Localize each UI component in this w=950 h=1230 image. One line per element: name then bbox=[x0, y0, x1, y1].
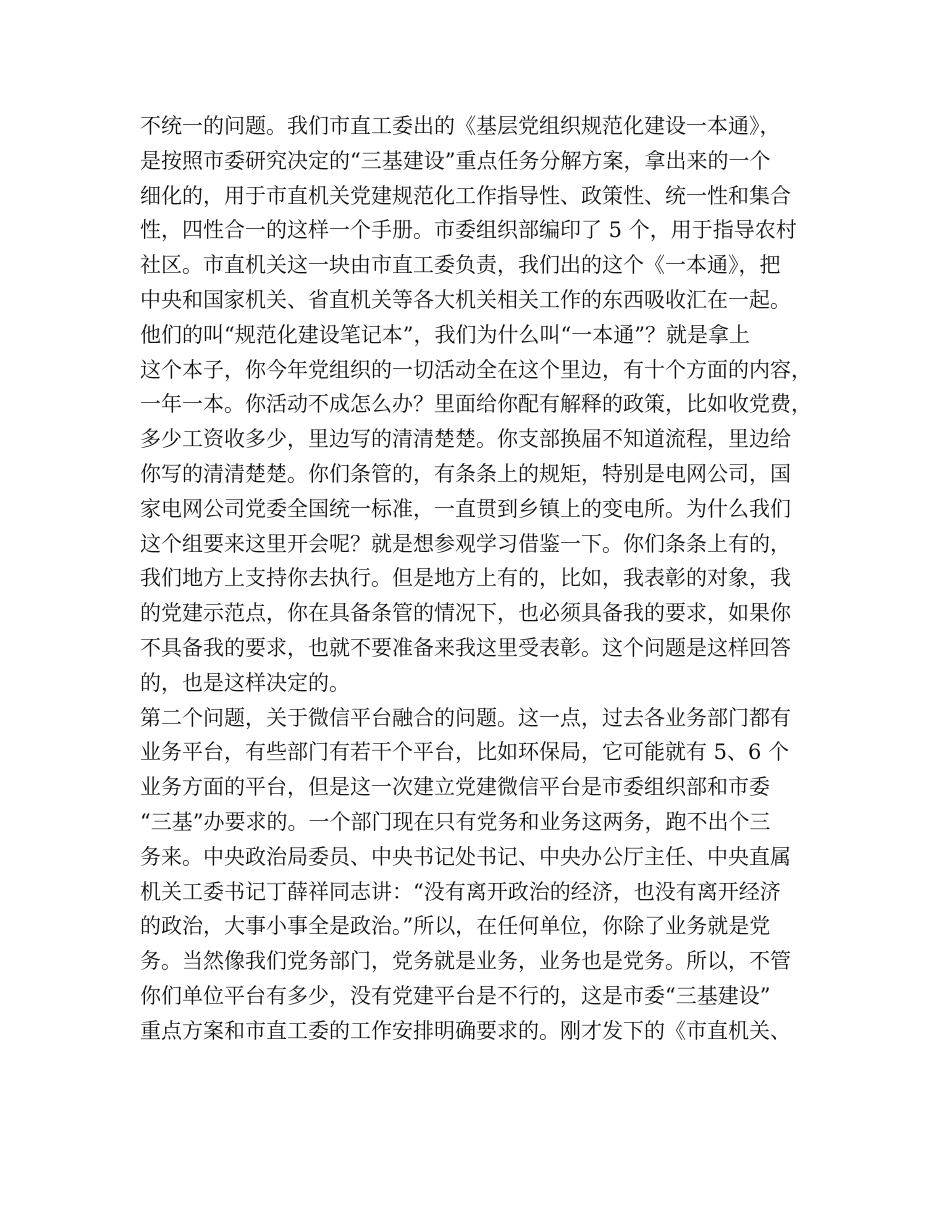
text-line: 不具备我的要求，也就不要准备来我这里受表彰。这个问题是这样回答 bbox=[140, 635, 791, 660]
text-line: 务来。中央政治局委员、中央书记处书记、中央办公厅主任、中央直属 bbox=[140, 844, 791, 869]
text-line: 他们的叫“规范化建设笔记本”，我们为什么叫“一本通”？就是拿上 bbox=[140, 322, 750, 347]
text-line: 业务方面的平台，但是这一次建立党建微信平台是市委组织部和市委 bbox=[140, 775, 770, 800]
text-line: 多少工资收多少，里边写的清清楚楚。你支部换届不知道流程，里边给 bbox=[140, 427, 791, 452]
body-text bbox=[140, 109, 820, 1049]
text-line: 你们单位平台有多少，没有党建平台是不行的，这是市委“三基建设” bbox=[140, 983, 771, 1008]
text-line: 是按照市委研究决定的“三基建设”重点任务分解方案，拿出来的一个 bbox=[140, 148, 771, 173]
text-line: “三基”办要求的。一个部门现在只有党务和业务这两务，跑不出个三 bbox=[140, 809, 771, 834]
text-line: 细化的，用于市直机关党建规范化工作指导性、政策性、统一性和集合 bbox=[140, 183, 791, 208]
text-line: 务。当然像我们党务部门，党务就是业务，业务也是党务。所以，不管 bbox=[140, 949, 791, 974]
text-line: 机关工委书记丁薛祥同志讲：“没有离开政治的经济，也没有离开经济 bbox=[140, 879, 781, 904]
text-line: 中央和国家机关、省直机关等各大机关相关工作的东西吸收汇在一起。 bbox=[140, 287, 791, 312]
text-line: 重点方案和市直工委的工作安排明确要求的。刚才发下的《市直机关、 bbox=[140, 1018, 791, 1043]
text-line: 的，也是这样决定的。 bbox=[140, 670, 350, 695]
text-line: 的政治，大事小事全是政治。”所以，在任何单位，你除了业务就是党 bbox=[140, 914, 771, 939]
text-line: 家电网公司党委全国统一标准，一直贯到乡镇上的变电所。为什么我们 bbox=[140, 496, 791, 521]
text-line: 这个组要来这里开会呢？就是想参观学习借鉴一下。你们条条上有的， bbox=[140, 531, 791, 556]
text-line: 一年一本。你活动不成怎么办？里面给你配有解释的政策，比如收党费， bbox=[140, 392, 812, 417]
text-line: 我们地方上支持你去执行。但是地方上有的，比如，我表彰的对象，我 bbox=[140, 566, 791, 591]
text-line: 不统一的问题。我们市直工委出的《基层党组织规范化建设一本通》， bbox=[140, 114, 781, 138]
text-line: 性，四性合一的这样一个手册。市委组织部编印了 5 个，用于指导农村 bbox=[140, 218, 797, 243]
text-line: 业务平台，有些部门有若干个平台，比如环保局，它可能就有 5、6 个 bbox=[140, 740, 790, 765]
text-line: 的党建示范点，你在具备条管的情况下，也必须具备我的要求，如果你 bbox=[140, 601, 791, 626]
text-line: 你写的清清楚楚。你们条管的，有条条上的规矩，特别是电网公司，国 bbox=[140, 461, 791, 486]
text-line: 第二个问题，关于微信平台融合的问题。这一点，过去各业务部门都有 bbox=[140, 705, 791, 730]
text-line: 社区。市直机关这一块由市直工委负责，我们出的这个《一本通》，把 bbox=[140, 253, 781, 278]
text-line: 这个本子，你今年党组织的一切活动全在这个里边，有十个方面的内容， bbox=[140, 357, 812, 382]
